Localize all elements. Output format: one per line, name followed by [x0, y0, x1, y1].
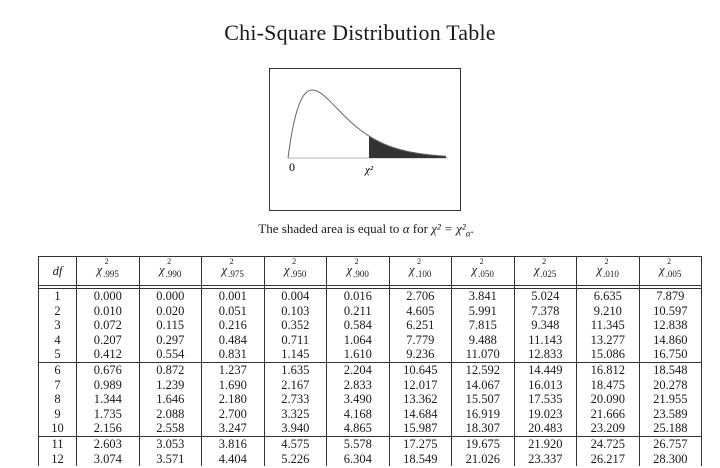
caption-alpha: α [402, 221, 410, 236]
value-cell: 26.217 [577, 452, 640, 467]
alpha-column-header: χ 2 $_{.025}$ [514, 257, 577, 286]
value-cell: 0.051 [202, 304, 265, 319]
value-cell: 11.070 [452, 347, 515, 362]
value-cell: 16.919 [452, 407, 515, 422]
value-cell: 6.635 [577, 289, 640, 304]
df-cell: 3 [39, 318, 77, 333]
value-cell: 0.115 [139, 318, 202, 333]
alpha-column-header: χ 2 $_{.950}$ [264, 257, 327, 286]
value-cell: 25.188 [639, 421, 702, 436]
df-cell: 8 [39, 392, 77, 407]
chi-square-density-plot [270, 69, 460, 210]
value-cell: 0.010 [77, 304, 140, 319]
value-cell: 1.239 [139, 378, 202, 393]
value-cell: 5.024 [514, 289, 577, 304]
value-cell: 4.168 [327, 407, 390, 422]
value-cell: 2.156 [77, 421, 140, 436]
shaded-tail-area [369, 136, 446, 158]
value-cell: 18.475 [577, 378, 640, 393]
page-title: Chi-Square Distribution Table [224, 20, 496, 45]
value-cell: 0.000 [139, 289, 202, 304]
value-cell: 10.645 [389, 362, 452, 377]
value-cell: 3.074 [77, 452, 140, 467]
value-cell: 21.026 [452, 452, 515, 467]
caption-text: . [470, 221, 474, 236]
df-cell: 2 [39, 304, 77, 319]
value-cell: 2.733 [264, 392, 327, 407]
value-cell: 21.920 [514, 436, 577, 451]
value-cell: 0.989 [77, 378, 140, 393]
value-cell: 3.816 [202, 436, 265, 451]
value-cell: 3.841 [452, 289, 515, 304]
value-cell: 1.237 [202, 362, 265, 377]
value-cell: 11.345 [577, 318, 640, 333]
value-cell: 3.325 [264, 407, 327, 422]
figure-caption [0, 221, 720, 239]
value-cell: 16.013 [514, 378, 577, 393]
value-cell: 1.690 [202, 378, 265, 393]
value-cell: 2.706 [389, 289, 452, 304]
value-cell: 4.605 [389, 304, 452, 319]
value-cell: 0.001 [202, 289, 265, 304]
df-cell: 5 [39, 347, 77, 362]
value-cell: 0.020 [139, 304, 202, 319]
alpha-column-header: χ 2 $_{.050}$ [452, 257, 515, 286]
table-row [39, 333, 702, 348]
value-cell: 0.352 [264, 318, 327, 333]
value-cell: 21.666 [577, 407, 640, 422]
value-cell: 0.016 [327, 289, 390, 304]
value-cell: 7.779 [389, 333, 452, 348]
value-cell: 23.337 [514, 452, 577, 467]
value-cell: 19.023 [514, 407, 577, 422]
value-cell: 4.575 [264, 436, 327, 451]
table-row [39, 452, 702, 467]
value-cell: 0.207 [77, 333, 140, 348]
chi-square-table-container [38, 256, 701, 466]
df-cell: 11 [39, 436, 77, 451]
value-cell: 2.167 [264, 378, 327, 393]
alpha-column-header: χ 2 $_{.010}$ [577, 257, 640, 286]
value-cell: 0.211 [327, 304, 390, 319]
value-cell: 1.344 [77, 392, 140, 407]
value-cell: 5.226 [264, 452, 327, 467]
value-cell: 0.484 [202, 333, 265, 348]
table-row [39, 304, 702, 319]
value-cell: 0.000 [77, 289, 140, 304]
value-cell: 9.236 [389, 347, 452, 362]
df-cell: 1 [39, 289, 77, 304]
table-row [39, 407, 702, 422]
value-cell: 28.300 [639, 452, 702, 467]
value-cell: 20.278 [639, 378, 702, 393]
value-cell: 2.558 [139, 421, 202, 436]
value-cell: 17.275 [389, 436, 452, 451]
value-cell: 3.247 [202, 421, 265, 436]
table-row [39, 347, 702, 362]
value-cell: 17.535 [514, 392, 577, 407]
chi-square-table [38, 256, 702, 466]
table-body [39, 289, 702, 467]
value-cell: 0.831 [202, 347, 265, 362]
value-cell: 9.488 [452, 333, 515, 348]
table-row [39, 421, 702, 436]
value-cell: 3.490 [327, 392, 390, 407]
value-cell: 14.684 [389, 407, 452, 422]
value-cell: 3.053 [139, 436, 202, 451]
value-cell: 19.675 [452, 436, 515, 451]
value-cell: 6.251 [389, 318, 452, 333]
value-cell: 7.879 [639, 289, 702, 304]
value-cell: 0.676 [77, 362, 140, 377]
value-cell: 14.449 [514, 362, 577, 377]
value-cell: 18.549 [389, 452, 452, 467]
alpha-column-header: χ 2 $_{.990}$ [139, 257, 202, 286]
df-cell: 10 [39, 421, 77, 436]
value-cell: 23.209 [577, 421, 640, 436]
caption-equation: χ² = χ² [431, 221, 466, 236]
value-cell: 12.592 [452, 362, 515, 377]
value-cell: 1.610 [327, 347, 390, 362]
value-cell: 10.597 [639, 304, 702, 319]
table-row [39, 289, 702, 304]
density-curve [288, 90, 446, 158]
value-cell: 2.204 [327, 362, 390, 377]
chi-square-label: χ² [365, 164, 374, 176]
value-cell: 15.507 [452, 392, 515, 407]
value-cell: 0.412 [77, 347, 140, 362]
df-cell: 7 [39, 378, 77, 393]
value-cell: 0.297 [139, 333, 202, 348]
df-column-header: df [39, 257, 77, 286]
value-cell: 3.571 [139, 452, 202, 467]
value-cell: 14.860 [639, 333, 702, 348]
df-cell: 9 [39, 407, 77, 422]
value-cell: 0.216 [202, 318, 265, 333]
value-cell: 9.348 [514, 318, 577, 333]
value-cell: 23.589 [639, 407, 702, 422]
alpha-column-header: χ 2 $_{.005}$ [639, 257, 702, 286]
alpha-column-header: χ 2 $_{.100}$ [389, 257, 452, 286]
value-cell: 0.103 [264, 304, 327, 319]
value-cell: 0.072 [77, 318, 140, 333]
caption-text: for [409, 221, 432, 236]
table-row [39, 362, 702, 377]
value-cell: 1.646 [139, 392, 202, 407]
value-cell: 0.872 [139, 362, 202, 377]
value-cell: 2.180 [202, 392, 265, 407]
value-cell: 7.815 [452, 318, 515, 333]
value-cell: 12.017 [389, 378, 452, 393]
table-row [39, 392, 702, 407]
value-cell: 12.833 [514, 347, 577, 362]
value-cell: 7.378 [514, 304, 577, 319]
value-cell: 0.554 [139, 347, 202, 362]
value-cell: 0.711 [264, 333, 327, 348]
caption-text: The shaded area is equal to [258, 221, 403, 236]
table-header-row [39, 257, 702, 286]
zero-label: 0 [289, 160, 295, 174]
value-cell: 15.987 [389, 421, 452, 436]
value-cell: 2.088 [139, 407, 202, 422]
value-cell: 18.307 [452, 421, 515, 436]
alpha-column-header: χ 2 $_{.975}$ [202, 257, 265, 286]
value-cell: 3.940 [264, 421, 327, 436]
table-row [39, 436, 702, 451]
value-cell: 24.725 [577, 436, 640, 451]
value-cell: 13.277 [577, 333, 640, 348]
df-cell: 4 [39, 333, 77, 348]
value-cell: 2.833 [327, 378, 390, 393]
value-cell: 12.838 [639, 318, 702, 333]
value-cell: 26.757 [639, 436, 702, 451]
value-cell: 5.578 [327, 436, 390, 451]
value-cell: 11.143 [514, 333, 577, 348]
value-cell: 4.404 [202, 452, 265, 467]
value-cell: 0.004 [264, 289, 327, 304]
value-cell: 2.603 [77, 436, 140, 451]
value-cell: 0.584 [327, 318, 390, 333]
caption-alpha-subscript: α [465, 228, 471, 239]
table-row [39, 318, 702, 333]
alpha-column-header: χ 2 $_{.900}$ [327, 257, 390, 286]
value-cell: 9.210 [577, 304, 640, 319]
value-cell: 20.090 [577, 392, 640, 407]
value-cell: 4.865 [327, 421, 390, 436]
df-cell: 12 [39, 452, 77, 467]
value-cell: 6.304 [327, 452, 390, 467]
value-cell: 1.064 [327, 333, 390, 348]
value-cell: 15.086 [577, 347, 640, 362]
value-cell: 13.362 [389, 392, 452, 407]
table-row [39, 378, 702, 393]
value-cell: 21.955 [639, 392, 702, 407]
value-cell: 14.067 [452, 378, 515, 393]
value-cell: 1.145 [264, 347, 327, 362]
value-cell: 1.735 [77, 407, 140, 422]
value-cell: 20.483 [514, 421, 577, 436]
value-cell: 18.548 [639, 362, 702, 377]
value-cell: 16.750 [639, 347, 702, 362]
df-cell: 6 [39, 362, 77, 377]
value-cell: 5.991 [452, 304, 515, 319]
value-cell: 16.812 [577, 362, 640, 377]
value-cell: 2.700 [202, 407, 265, 422]
value-cell: 1.635 [264, 362, 327, 377]
distribution-figure [269, 68, 461, 211]
alpha-column-header: χ 2 $_{.995}$ [77, 257, 140, 286]
